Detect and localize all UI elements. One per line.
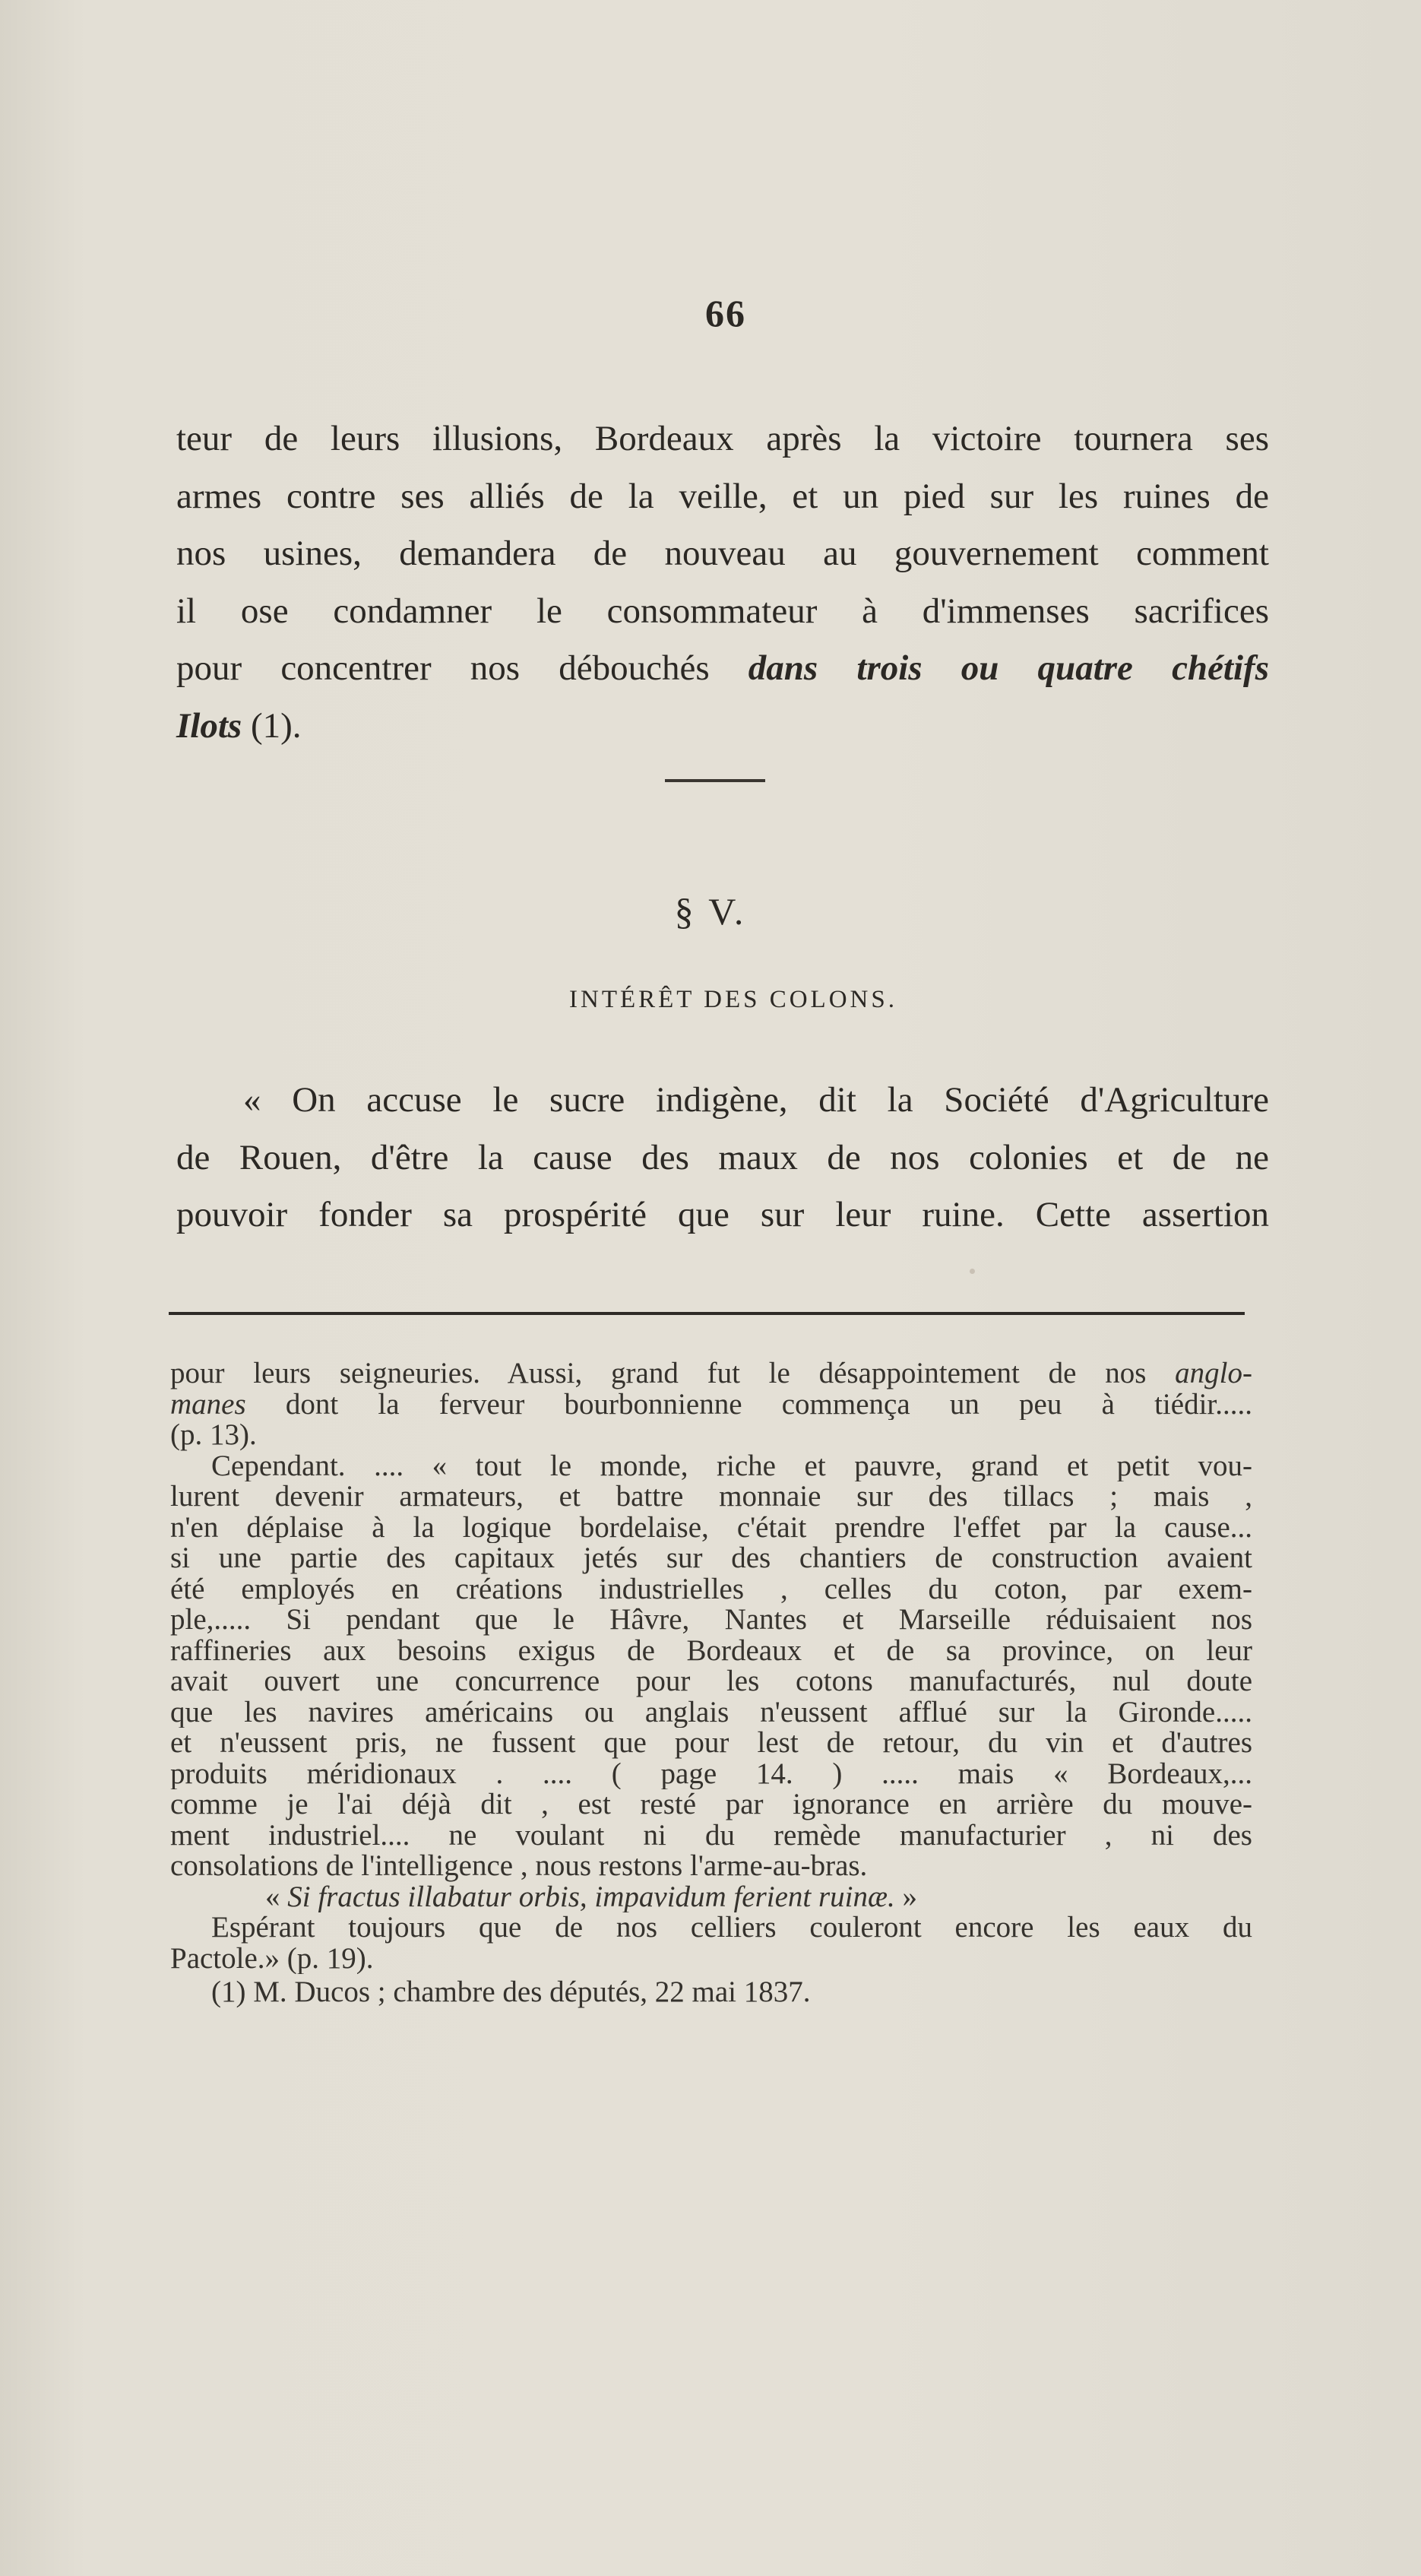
paragraph-1-line-6-italic: Ilots [176, 705, 242, 746]
footnote-line-10: raffineries aux besoins exigus de Bordeaux et de sa province, on leur [170, 1635, 1252, 1666]
paragraph-1-line-5-italic: dans trois ou quatre chétifs [748, 648, 1269, 688]
footnote-line-18 [170, 1882, 1252, 1913]
footnote-line-2 [170, 1389, 1252, 1421]
paragraph-1-line-4: il ose condamner le consommateur à d'immenses sacrifices [176, 591, 1269, 631]
footnote-line-9: ple,..... Si pendant que le Hâvre, Nantes et Marseille réduisaient nos [170, 1605, 1252, 1636]
section-title: INTÉRÊT DES COLONS. [569, 986, 897, 1013]
footnote-line-16: ment industriel.... ne voulant ni du remède manufacturier , ni des [170, 1820, 1252, 1851]
footnote-line-14: produits méridionaux . .... ( page 14. ) ..... mais « Bordeaux,... [170, 1758, 1252, 1789]
paragraph-1-line-6 [176, 698, 1269, 756]
paragraph-1-line-3: nos usines, demandera de nouveau au gouvernement comment [176, 534, 1269, 573]
paragraph-1-line-6-end: (1). [242, 705, 302, 746]
footnote-line-13: et n'eussent pris, ne fussent que pour lest de retour, du vin et d'autres [170, 1728, 1252, 1759]
paragraph-1-line-5-start: pour concentrer nos débouchés [176, 648, 748, 688]
ink-spot [970, 1269, 975, 1274]
footnote-line-7: si une partie des capitaux jetés sur des chantiers de construction avaient [170, 1543, 1252, 1574]
footnote-line-1 [170, 1358, 1252, 1389]
page-number: 66 [705, 292, 746, 334]
footnote-line-18-italic: Si fractus illabatur orbis, impavidum ferient ruinæ. [287, 1881, 895, 1912]
paragraph-2 [176, 1072, 1269, 1244]
paragraph-1-line-2: armes contre ses alliés de la veille, et un pied sur les ruines de [176, 476, 1269, 516]
footnote-line-2-end: dont la ferveur bourbonnienne commença un peu à tiédir..... [245, 1389, 1252, 1420]
footnote-line-18-end: » [894, 1881, 918, 1912]
footnote-line-11: avait ouvert une concurrence pour les cotons manufacturés, nul doute [170, 1666, 1252, 1697]
footnote-line-21: (1) M. Ducos ; chambre des députés, 22 mai 1837. [211, 1977, 811, 2008]
footnote-line-12: que les navires américains ou anglais n'eussent afflué sur la Gironde..... [170, 1697, 1252, 1728]
footnote-line-3: (p. 13). [170, 1420, 257, 1451]
section-mark: § V. [674, 890, 747, 933]
footnote-line-6: n'en déplaise à la logique bordelaise, c'était prendre l'effet par la cause... [170, 1512, 1252, 1543]
footnotes [170, 1358, 1252, 2008]
paragraph-1-line-1: teur de leurs illusions, Bordeaux après la victoire tournera ses [176, 419, 1269, 458]
footnote-line-4: Cependant. .... « tout le monde, riche et pauvre, grand et petit vou- [211, 1450, 1252, 1481]
footnote-line-19: Espérant toujours que de nos celliers couleront encore les eaux du [211, 1912, 1252, 1944]
paragraph-1-line-5 [176, 640, 1269, 698]
short-divider [665, 779, 765, 782]
footnote-line-1-italic: anglo- [1175, 1358, 1252, 1389]
paragraph-1 [176, 410, 1269, 755]
footnote-line-18-start: « [265, 1881, 288, 1912]
footnote-line-17: consolations de l'intelligence , nous restons l'arme-au-bras. [170, 1851, 868, 1882]
footnote-line-15: comme je l'ai déjà dit , est resté par ignorance en arrière du mouve- [170, 1789, 1252, 1820]
footnote-divider [169, 1312, 1245, 1315]
paragraph-2-line-1: « On accuse le sucre indigène, dit la Société d'Agriculture [243, 1080, 1269, 1120]
footnote-line-2-italic: manes [170, 1389, 246, 1420]
footnote-line-20: Pactole.» (p. 19). [170, 1943, 374, 1974]
footnote-line-1-start: pour leurs seigneuries. Aussi, grand fut le désappointement de nos [170, 1358, 1176, 1389]
footnote-line-5: lurent devenir armateurs, et battre monnaie sur des tillacs ; mais , [170, 1481, 1252, 1513]
footnote-line-8: été employés en créations industrielles , celles du coton, par exem- [170, 1573, 1252, 1605]
paragraph-2-line-2: de Rouen, d'être la cause des maux de nos colonies et de ne [176, 1137, 1269, 1177]
paragraph-2-line-3: pouvoir fonder sa prospérité que sur leur ruine. Cette assertion [176, 1195, 1269, 1234]
